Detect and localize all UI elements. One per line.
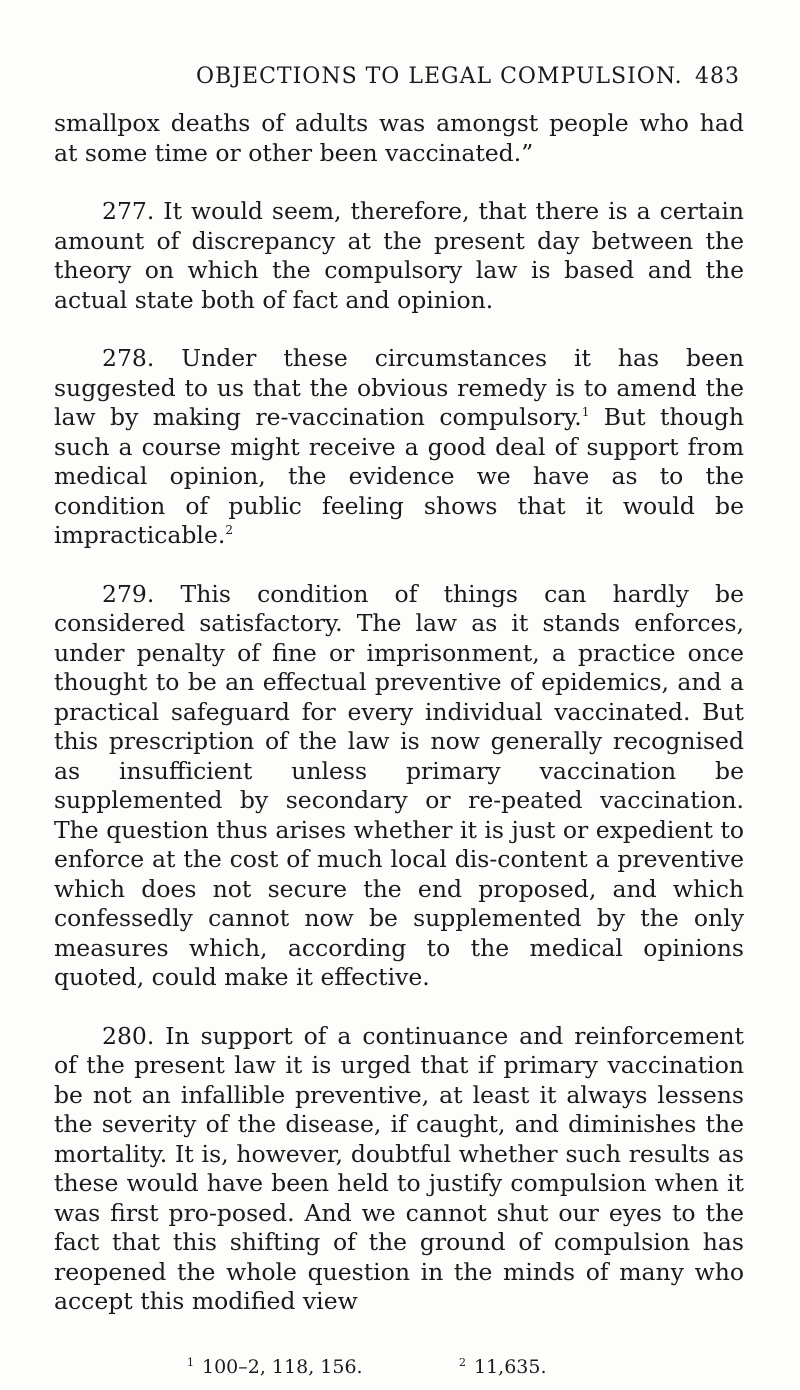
footnote-2 bbox=[459, 1356, 547, 1378]
footnote-2-mark: 2 bbox=[459, 1356, 466, 1369]
footnote-2-text: 11,635. bbox=[474, 1356, 547, 1378]
paragraph-278-part2: But though such a course might receive a good deal of support from medical opinion, the evidence we have as to the condition of public feeling shows that it would be impracticable. bbox=[54, 403, 744, 549]
running-title: OBJECTIONS TO LEGAL COMPULSION. bbox=[196, 64, 683, 89]
body-text bbox=[54, 109, 744, 1346]
paragraph-279: 279. This condition of things can hardly be considered satisfactory. The law as it stands enforces, under penalty of fine or imprisonment, a practice once thought to be an effectual preventive of epidemics, and a practical safeguard for every individual vaccinated. But this prescription of the law is now generally recognised as insufficient unless primary vaccination be supplemented by secondary or re-peated vaccination. The question thus arises whether it is just or expedient to enforce at the cost of much local dis-content a preventive which does not secure the end proposed, and which confessedly cannot now be supplemented by the only measures which, according to the medical opinions quoted, could make it effective. bbox=[54, 579, 744, 991]
paragraph-278-part1: 278. Under these circumstances it has been suggested to us that the obvious remedy is to amend the law by making re-vaccination compulsory. bbox=[54, 344, 744, 431]
paragraph-277: 277. It would seem, therefore, that there is a certain amount of discrepancy at the present day between the theory on which the compulsory law is based and the actual state both of fact and opinion. bbox=[54, 197, 744, 314]
footnote-1 bbox=[187, 1356, 363, 1378]
paragraph-278 bbox=[54, 344, 744, 551]
paragraph-280: 280. In support of a continuance and reinforcement of the present law it is urged that if primary vaccination be not an infallible preventive, at least it always lessens the severity of the disease, if caught, and diminishes the mortality. It is, however, doubtful whether such results as these would have been held to justify compulsion when it was first pro-posed. And we cannot shut our eyes to the fact that this shifting of the ground of compulsion has reopened the whole question in the minds of many who accept this modified view bbox=[54, 1021, 744, 1315]
footnote-ref-2: 2 bbox=[225, 523, 233, 537]
paragraph-continued: smallpox deaths of adults was amongst people who had at some time or other been vaccinated.” bbox=[54, 109, 744, 167]
footnote-1-text: 100–2, 118, 156. bbox=[202, 1356, 363, 1378]
footnote-ref-1: 1 bbox=[581, 405, 590, 419]
page-number: 483 bbox=[695, 64, 740, 89]
footnote-1-mark: 1 bbox=[187, 1356, 194, 1369]
